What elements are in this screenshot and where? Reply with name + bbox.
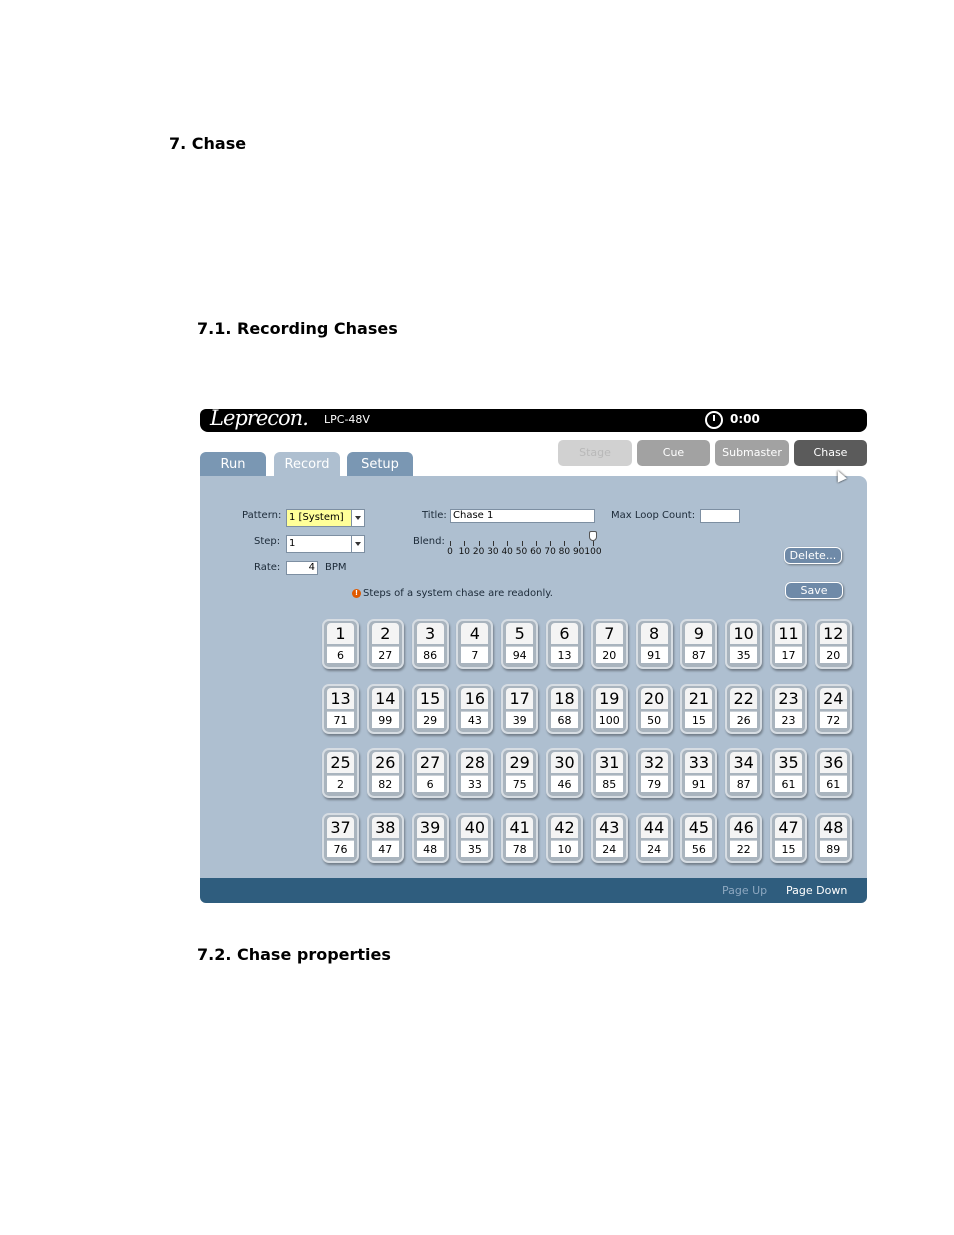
channel-number: 22 [730, 688, 757, 709]
channel-cell[interactable] [770, 619, 807, 669]
channel-value: 86 [417, 646, 444, 663]
channel-number: 1 [327, 623, 354, 644]
channel-number: 14 [372, 688, 399, 709]
channel-number: 10 [730, 623, 757, 644]
channel-cell[interactable] [770, 813, 807, 863]
blend-tick-label: 10 [458, 547, 471, 557]
channel-value: 23 [775, 711, 802, 728]
channel-value: 61 [775, 775, 802, 792]
channel-cell[interactable] [367, 748, 404, 798]
channel-number: 21 [685, 688, 712, 709]
clock-readout: 0:00 [730, 412, 760, 426]
channel-value: 82 [372, 775, 399, 792]
channel-value: 71 [327, 711, 354, 728]
channel-number: 4 [461, 623, 488, 644]
channel-cell[interactable] [815, 619, 852, 669]
blend-slider-thumb[interactable] [589, 531, 597, 541]
channel-cell[interactable] [546, 813, 583, 863]
channel-number: 33 [685, 752, 712, 773]
channel-value: 94 [506, 646, 533, 663]
channel-cell[interactable] [412, 748, 449, 798]
channel-value: 87 [730, 775, 757, 792]
channel-value: 56 [685, 840, 712, 857]
channel-cell[interactable] [725, 684, 762, 734]
channel-value: 100 [596, 711, 623, 728]
channel-value: 35 [730, 646, 757, 663]
channel-value: 35 [461, 840, 488, 857]
channel-value: 22 [730, 840, 757, 857]
tab-setup[interactable]: Setup [347, 452, 413, 476]
blend-tick-label: 30 [487, 547, 499, 557]
channel-number: 19 [596, 688, 623, 709]
channel-value: 10 [551, 840, 578, 857]
channel-value: 91 [685, 775, 712, 792]
channel-value: 6 [327, 646, 354, 663]
mode-button-cue[interactable]: Cue [637, 440, 710, 466]
rate-label: Rate: [254, 562, 281, 573]
channel-cell[interactable] [636, 813, 673, 863]
step-label: Step: [254, 536, 281, 547]
channel-number: 3 [417, 623, 444, 644]
channel-number: 38 [372, 817, 399, 838]
channel-grid [322, 619, 855, 865]
channel-number: 41 [506, 817, 533, 838]
channel-cell[interactable] [725, 619, 762, 669]
warning-icon: ! [352, 589, 361, 598]
blend-tick [550, 541, 551, 546]
channel-cell[interactable] [322, 619, 359, 669]
channel-cell[interactable] [725, 813, 762, 863]
channel-cell[interactable] [456, 748, 493, 798]
channel-number: 16 [461, 688, 488, 709]
channel-number: 48 [820, 817, 847, 838]
blend-tick [450, 541, 451, 546]
blend-tick [564, 541, 565, 546]
channel-cell[interactable] [815, 684, 852, 734]
channel-number: 23 [775, 688, 802, 709]
channel-number: 31 [596, 752, 623, 773]
channel-value: 72 [820, 711, 847, 728]
pattern-select[interactable]: 1 [System] [286, 509, 352, 527]
blend-tick [479, 541, 480, 546]
channel-number: 45 [685, 817, 712, 838]
channel-value: 89 [820, 840, 847, 857]
channel-number: 24 [820, 688, 847, 709]
channel-cell[interactable] [680, 748, 717, 798]
subsection-heading-properties: 7.2. Chase properties [197, 945, 391, 964]
channel-number: 6 [551, 623, 578, 644]
channel-number: 43 [596, 817, 623, 838]
channel-cell[interactable] [412, 813, 449, 863]
channel-value: 87 [685, 646, 712, 663]
channel-cell[interactable] [367, 619, 404, 669]
channel-number: 36 [820, 752, 847, 773]
app-screenshot [200, 406, 867, 903]
blend-tick-label: 100 [584, 547, 602, 557]
pattern-label: Pattern: [242, 510, 282, 521]
channel-cell[interactable] [591, 813, 628, 863]
channel-cell[interactable] [546, 619, 583, 669]
channel-cell[interactable] [367, 684, 404, 734]
channel-value: 68 [551, 711, 578, 728]
channel-value: 43 [461, 711, 488, 728]
channel-cell[interactable] [591, 684, 628, 734]
channel-cell[interactable] [636, 619, 673, 669]
blend-tick [493, 541, 494, 546]
blend-tick-label: 50 [515, 547, 528, 557]
title-input[interactable]: Chase 1 [450, 509, 595, 523]
channel-cell[interactable] [680, 684, 717, 734]
channel-number: 28 [461, 752, 488, 773]
channel-cell[interactable] [412, 619, 449, 669]
channel-cell[interactable] [456, 619, 493, 669]
channel-value: 13 [551, 646, 578, 663]
channel-value: 27 [372, 646, 399, 663]
channel-value: 7 [461, 646, 488, 663]
channel-number: 9 [685, 623, 712, 644]
channel-cell[interactable] [591, 748, 628, 798]
channel-number: 18 [551, 688, 578, 709]
channel-value: 6 [417, 775, 444, 792]
blend-tick [464, 541, 465, 546]
channel-cell[interactable] [456, 684, 493, 734]
blend-tick-label: 90 [572, 547, 585, 557]
delete-button[interactable]: Delete... [784, 547, 842, 564]
channel-number: 37 [327, 817, 354, 838]
channel-number: 7 [596, 623, 623, 644]
blend-label: Blend: [413, 536, 445, 547]
mode-button-chase[interactable]: Chase [794, 440, 867, 466]
blend-tick-label: 0 [447, 547, 453, 557]
channel-number: 25 [327, 752, 354, 773]
tab-record[interactable]: Record [274, 452, 340, 476]
channel-cell[interactable] [322, 748, 359, 798]
channel-cell[interactable] [636, 684, 673, 734]
channel-cell[interactable] [501, 748, 538, 798]
channel-cell[interactable] [725, 748, 762, 798]
channel-value: 29 [417, 711, 444, 728]
channel-number: 15 [417, 688, 444, 709]
channel-cell[interactable] [770, 748, 807, 798]
channel-value: 79 [641, 775, 668, 792]
blend-tick-label: 20 [472, 547, 485, 557]
channel-value: 2 [327, 775, 354, 792]
channel-value: 61 [820, 775, 847, 792]
save-button[interactable]: Save [785, 582, 843, 599]
channel-number: 12 [820, 623, 847, 644]
warning-text: Steps of a system chase are readonly. [363, 588, 553, 599]
channel-cell[interactable] [501, 619, 538, 669]
channel-cell[interactable] [546, 684, 583, 734]
channel-number: 2 [372, 623, 399, 644]
channel-cell[interactable] [680, 813, 717, 863]
channel-value: 39 [506, 711, 533, 728]
channel-cell[interactable] [591, 619, 628, 669]
rate-input[interactable]: 4 [286, 561, 318, 575]
channel-value: 47 [372, 840, 399, 857]
channel-value: 26 [730, 711, 757, 728]
channel-number: 26 [372, 752, 399, 773]
channel-cell[interactable] [322, 813, 359, 863]
channel-number: 34 [730, 752, 757, 773]
brand-logo: Leprecon. [210, 406, 308, 430]
section-heading: 7. Chase [169, 134, 247, 153]
channel-number: 39 [417, 817, 444, 838]
channel-number: 40 [461, 817, 488, 838]
channel-number: 11 [775, 623, 802, 644]
channel-value: 20 [596, 646, 623, 663]
channel-number: 44 [641, 817, 668, 838]
record-panel [200, 476, 867, 878]
channel-cell[interactable] [680, 619, 717, 669]
channel-number: 46 [730, 817, 757, 838]
channel-cell[interactable] [456, 813, 493, 863]
max-loop-input[interactable] [700, 509, 740, 523]
channel-value: 50 [641, 711, 668, 728]
blend-tick [593, 541, 594, 546]
blend-slider[interactable] [447, 539, 602, 561]
subsection-heading-recording: 7.1. Recording Chases [197, 319, 398, 338]
channel-value: 15 [775, 840, 802, 857]
mode-button-submaster[interactable]: Submaster [715, 440, 789, 466]
footer-bar [200, 878, 867, 903]
blend-tick-label: 60 [530, 547, 542, 557]
channel-value: 78 [506, 840, 533, 857]
max-loop-label: Max Loop Count: [611, 510, 696, 521]
channel-value: 24 [596, 840, 623, 857]
channel-cell[interactable] [546, 748, 583, 798]
channel-cell[interactable] [367, 813, 404, 863]
channel-number: 5 [506, 623, 533, 644]
blend-tick-label: 70 [544, 547, 556, 557]
blend-tick [507, 541, 508, 546]
channel-value: 24 [641, 840, 668, 857]
step-dropdown-icon[interactable] [351, 535, 365, 553]
channel-number: 32 [641, 752, 668, 773]
channel-value: 85 [596, 775, 623, 792]
channel-value: 33 [461, 775, 488, 792]
blend-tick [522, 541, 523, 546]
channel-number: 35 [775, 752, 802, 773]
step-select[interactable]: 1 [286, 535, 352, 553]
channel-cell[interactable] [501, 684, 538, 734]
clock-icon [705, 411, 723, 429]
rate-unit: BPM [325, 562, 347, 573]
channel-number: 29 [506, 752, 533, 773]
page-up-link[interactable]: Page Up [722, 884, 768, 897]
channel-number: 47 [775, 817, 802, 838]
tab-run[interactable]: Run [200, 452, 266, 476]
channel-value: 99 [372, 711, 399, 728]
channel-value: 75 [506, 775, 533, 792]
channel-cell[interactable] [770, 684, 807, 734]
title-bar [200, 406, 867, 432]
channel-value: 76 [327, 840, 354, 857]
channel-number: 13 [327, 688, 354, 709]
channel-number: 27 [417, 752, 444, 773]
blend-tick-label: 40 [501, 547, 513, 557]
blend-tick [536, 541, 537, 546]
channel-cell[interactable] [815, 813, 852, 863]
channel-number: 8 [641, 623, 668, 644]
channel-value: 17 [775, 646, 802, 663]
channel-number: 30 [551, 752, 578, 773]
channel-cell[interactable] [815, 748, 852, 798]
title-label: Title: [422, 510, 447, 521]
channel-value: 20 [820, 646, 847, 663]
channel-cell[interactable] [501, 813, 538, 863]
channel-cell[interactable] [322, 684, 359, 734]
channel-value: 15 [685, 711, 712, 728]
blend-tick [579, 541, 580, 546]
channel-number: 20 [641, 688, 668, 709]
channel-value: 48 [417, 840, 444, 857]
channel-number: 17 [506, 688, 533, 709]
channel-number: 42 [551, 817, 578, 838]
model-label: LPC-48V [324, 413, 370, 426]
mode-button-stage[interactable]: Stage [558, 440, 632, 466]
pattern-dropdown-icon[interactable] [351, 509, 365, 527]
blend-tick-label: 80 [558, 547, 571, 557]
page-down-link[interactable]: Page Down [786, 884, 848, 897]
channel-cell[interactable] [636, 748, 673, 798]
channel-cell[interactable] [412, 684, 449, 734]
channel-value: 91 [641, 646, 668, 663]
channel-value: 46 [551, 775, 578, 792]
